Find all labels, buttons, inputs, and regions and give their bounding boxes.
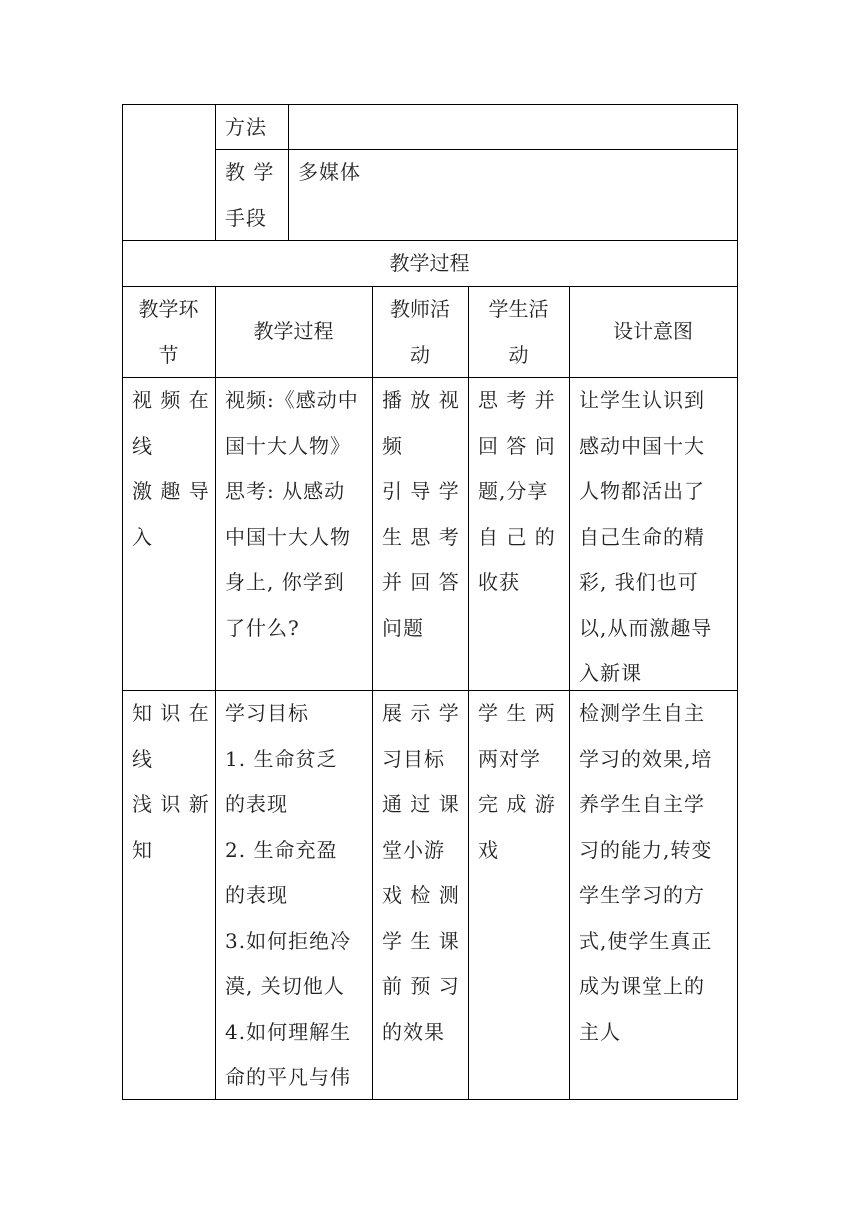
cell-text: 频	[382, 433, 403, 458]
cell-text: 教 学	[225, 160, 275, 184]
cell-text: 彩, 我们也可	[579, 570, 699, 594]
table-row-2-intent	[569, 691, 737, 1099]
cell-text: 入新课	[579, 661, 642, 685]
header-process	[215, 287, 372, 377]
cell-text: 线	[132, 433, 153, 458]
cell-text: 思考: 从感动	[225, 479, 346, 503]
cell-text: 的表现	[225, 883, 288, 907]
cell-text: 知	[132, 837, 153, 862]
table-row-1-intent	[569, 378, 737, 690]
cell-text: 多媒体	[298, 160, 361, 184]
cell-text: 自己生命的精	[579, 524, 705, 549]
cell-text: 浅 识 新	[132, 792, 210, 816]
table-row-1-process	[215, 378, 372, 690]
cell-text: 展 示 学	[382, 701, 460, 725]
cell-text: 学 生 两	[478, 701, 556, 725]
cell-text: 让学生认识到	[579, 388, 705, 412]
table-row-1-stage	[122, 378, 215, 690]
cell-text: 了什么?	[225, 615, 300, 640]
cell-text: 习目标	[382, 746, 445, 771]
cell-text: 播 放 视	[382, 388, 460, 412]
cell-text: 问题	[382, 615, 424, 640]
table-row-1-student	[468, 378, 569, 690]
method-value	[288, 105, 737, 149]
cell-text: 感动中国十大	[579, 433, 705, 458]
cell-text: 节	[158, 342, 179, 367]
cell-text: 中国十大人物	[225, 524, 351, 549]
cell-text: 方法	[225, 115, 267, 139]
cell-text: 手段	[225, 205, 267, 230]
cell-text: 习的能力,转变	[579, 837, 713, 862]
cell-text: 自 己 的	[478, 524, 556, 549]
cell-text: 4.如何理解生	[225, 1019, 352, 1044]
cell-text: 学 生 课	[382, 928, 460, 953]
cell-text: 养学生自主学	[579, 792, 705, 816]
cell-text: 设计意图	[613, 319, 693, 343]
cell-text: 1. 生命贫乏	[225, 746, 338, 771]
cell-text: 引 导 学	[382, 479, 460, 503]
cell-text: 教学环	[138, 297, 199, 321]
cell-text: 漠, 关切他人	[225, 974, 345, 998]
cell-text: 检测学生自主	[579, 701, 705, 725]
cell-text: 思 考 并	[478, 388, 556, 412]
cell-text: 两对学	[478, 746, 541, 771]
cell-text: 的表现	[225, 792, 288, 816]
cell-text: 身上, 你学到	[225, 570, 345, 594]
cell-text: 通 过 课	[382, 792, 460, 816]
cell-text: 题,分享	[478, 479, 549, 503]
cell-text: 教学过程	[389, 251, 470, 275]
cell-text: 学习的效果,培	[579, 746, 713, 771]
cell-text: 式,使学生真正	[579, 928, 713, 953]
cell-text: 生 思 考	[382, 524, 460, 549]
cell-text: 视 频 在	[132, 388, 210, 412]
cell-text: 激 趣 导	[132, 479, 210, 503]
cell-text: 动	[508, 342, 529, 367]
cell-text: 知 识 在	[132, 701, 210, 725]
header-student	[468, 287, 569, 377]
cell-text: 视频:《感动中	[225, 388, 359, 412]
cell-text: 戏	[478, 837, 499, 862]
means-label	[215, 150, 288, 240]
table-row-2-teacher	[372, 691, 468, 1099]
table-border-right	[737, 104, 738, 1100]
table-row-2-stage	[122, 691, 215, 1099]
cell-text: 学生活	[488, 297, 549, 321]
cell-text: 以,从而激趣导	[579, 615, 713, 640]
cell-text: 国十大人物》	[225, 433, 351, 458]
section-title	[122, 241, 737, 286]
cell-text: 学生学习的方	[579, 883, 705, 907]
cell-text: 并 回 答	[382, 570, 460, 594]
cell-text: 教师活	[390, 297, 450, 321]
cell-text: 前 预 习	[382, 974, 460, 998]
cell-text: 收获	[478, 570, 520, 594]
table-row-2-process	[215, 691, 372, 1099]
cell-text: 人物都活出了	[579, 479, 705, 503]
cell-text: 戏 检 测	[382, 883, 460, 907]
cell-text: 成为课堂上的	[579, 974, 705, 998]
header-intent	[569, 287, 737, 377]
header-teacher	[372, 287, 468, 377]
cell-text: 主人	[579, 1019, 621, 1044]
header-stage	[122, 287, 215, 377]
cell-text: 命的平凡与伟	[225, 1065, 351, 1089]
cell-text: 的效果	[382, 1019, 445, 1044]
cell-text: 完 成 游	[478, 792, 556, 816]
method-label	[215, 105, 288, 149]
cell-text: 学习目标	[225, 701, 309, 725]
cell-text: 3.如何拒绝冷	[225, 928, 352, 953]
cell-text: 回 答 问	[478, 433, 556, 458]
cell-text: 入	[132, 524, 153, 549]
cell-text: 线	[132, 746, 153, 771]
cell-text: 动	[410, 342, 430, 367]
means-value	[288, 150, 737, 240]
cell-text: 堂小游	[382, 837, 445, 862]
cell-text: 教学过程	[253, 319, 334, 343]
table-row-1-teacher	[372, 378, 468, 690]
table-row-2-student	[468, 691, 569, 1099]
cell-text: 2. 生命充盈	[225, 837, 338, 862]
